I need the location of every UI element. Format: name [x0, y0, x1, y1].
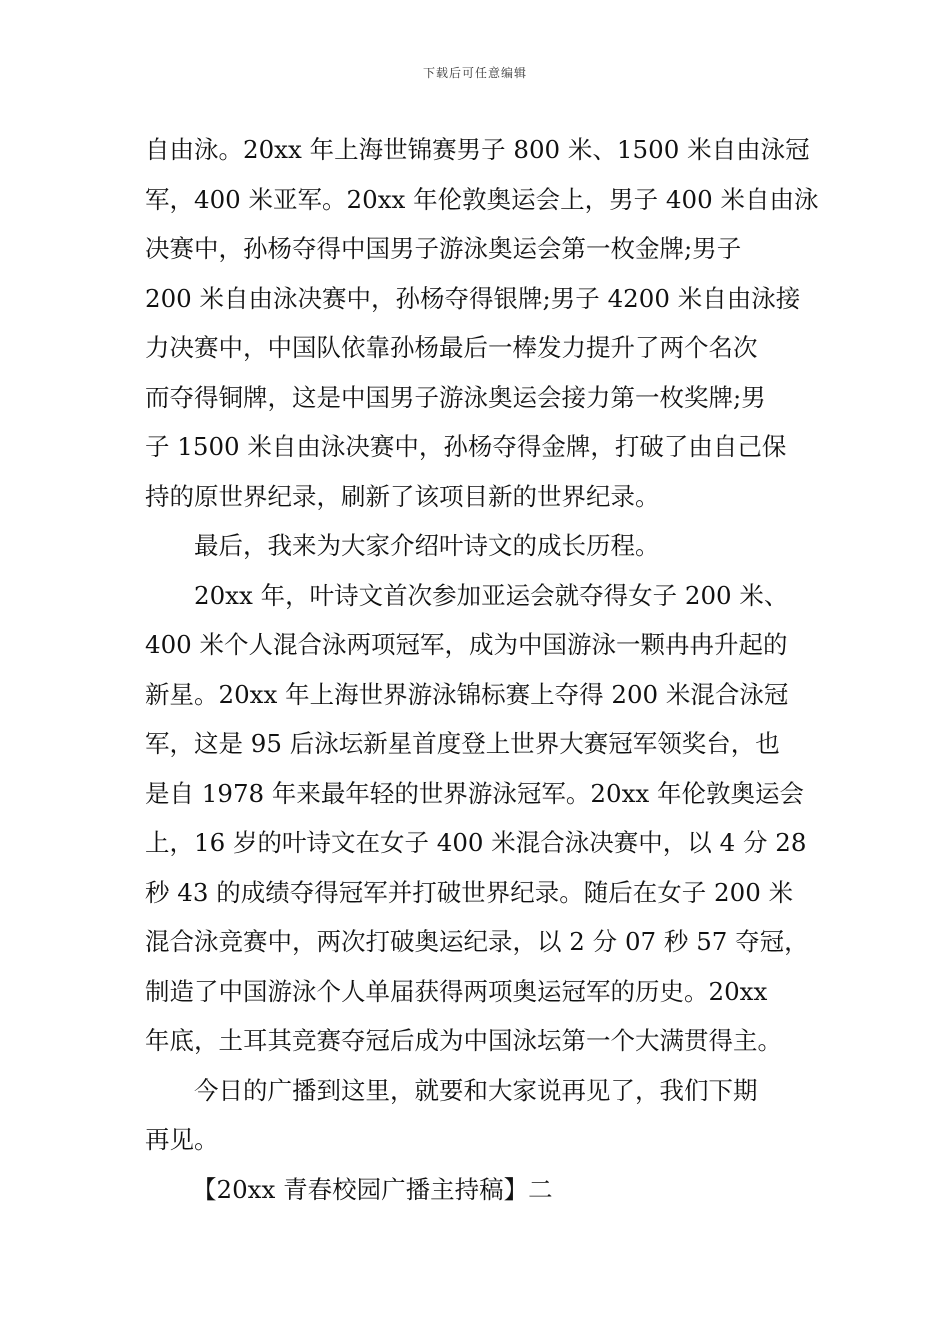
text-line: 再见。	[145, 1125, 219, 1154]
text-line: 决赛中，孙杨夺得中国男子游泳奥运会第一枚金牌;男子	[145, 234, 742, 263]
text-line: 200 米自由泳决赛中，孙杨夺得银牌;男子 4200 米自由泳接	[145, 283, 801, 313]
section-heading: 【20xx 青春校园广播主持稿】二	[192, 1174, 553, 1204]
document-body	[145, 125, 819, 1214]
text-line: 上，16 岁的叶诗文在女子 400 米混合泳决赛中，以 4 分 28	[145, 828, 807, 857]
text-line: 400 米个人混合泳两项冠军，成为中国游泳一颗冉冉升起的	[145, 630, 788, 659]
paragraph-start-line: 最后，我来为大家介绍叶诗文的成长历程。	[194, 531, 660, 560]
text-line: 是自 1978 年来最年轻的世界游泳冠军。20xx 年伦敦奥运会	[145, 778, 805, 808]
text-line: 持的原世界纪录，刷新了该项目新的世界纪录。	[145, 481, 660, 511]
page-header: 下载后可任意编辑	[422, 66, 527, 80]
text-line: 子 1500 米自由泳决赛中，孙杨夺得金牌，打破了由自己保	[145, 432, 787, 461]
text-line: 军，这是 95 后泳坛新星首度登上世界大赛冠军领奖台，也	[145, 729, 780, 758]
paragraph-start-line: 20xx 年，叶诗文首次参加亚运会就夺得女子 200 米、	[194, 580, 789, 610]
text-line: 力决赛中，中国队依靠孙杨最后一棒发力提升了两个名次	[145, 333, 758, 362]
paragraph-start-line: 今日的广播到这里，就要和大家说再见了，我们下期	[194, 1075, 758, 1105]
text-line: 制造了中国游泳个人单届获得两项奥运冠军的历史。20xx	[145, 976, 768, 1006]
text-line: 混合泳竞赛中，两次打破奥运纪录，以 2 分 07 秒 57 夺冠，	[145, 927, 809, 956]
text-line: 秒 43 的成绩夺得冠军并打破世界纪录。随后在女子 200 米	[145, 877, 794, 907]
text-line: 军，400 米亚军。20xx 年伦敦奥运会上，男子 400 米自由泳	[145, 184, 819, 214]
text-line: 新星。20xx 年上海世界游泳锦标赛上夺得 200 米混合泳冠	[145, 679, 789, 709]
text-line: 而夺得铜牌，这是中国男子游泳奥运会接力第一枚奖牌;男	[145, 382, 766, 412]
text-line: 年底，土耳其竞赛夺冠后成为中国泳坛第一个大满贯得主。	[145, 1026, 782, 1055]
text-line: 自由泳。20xx 年上海世锦赛男子 800 米、1500 米自由泳冠	[145, 135, 810, 164]
